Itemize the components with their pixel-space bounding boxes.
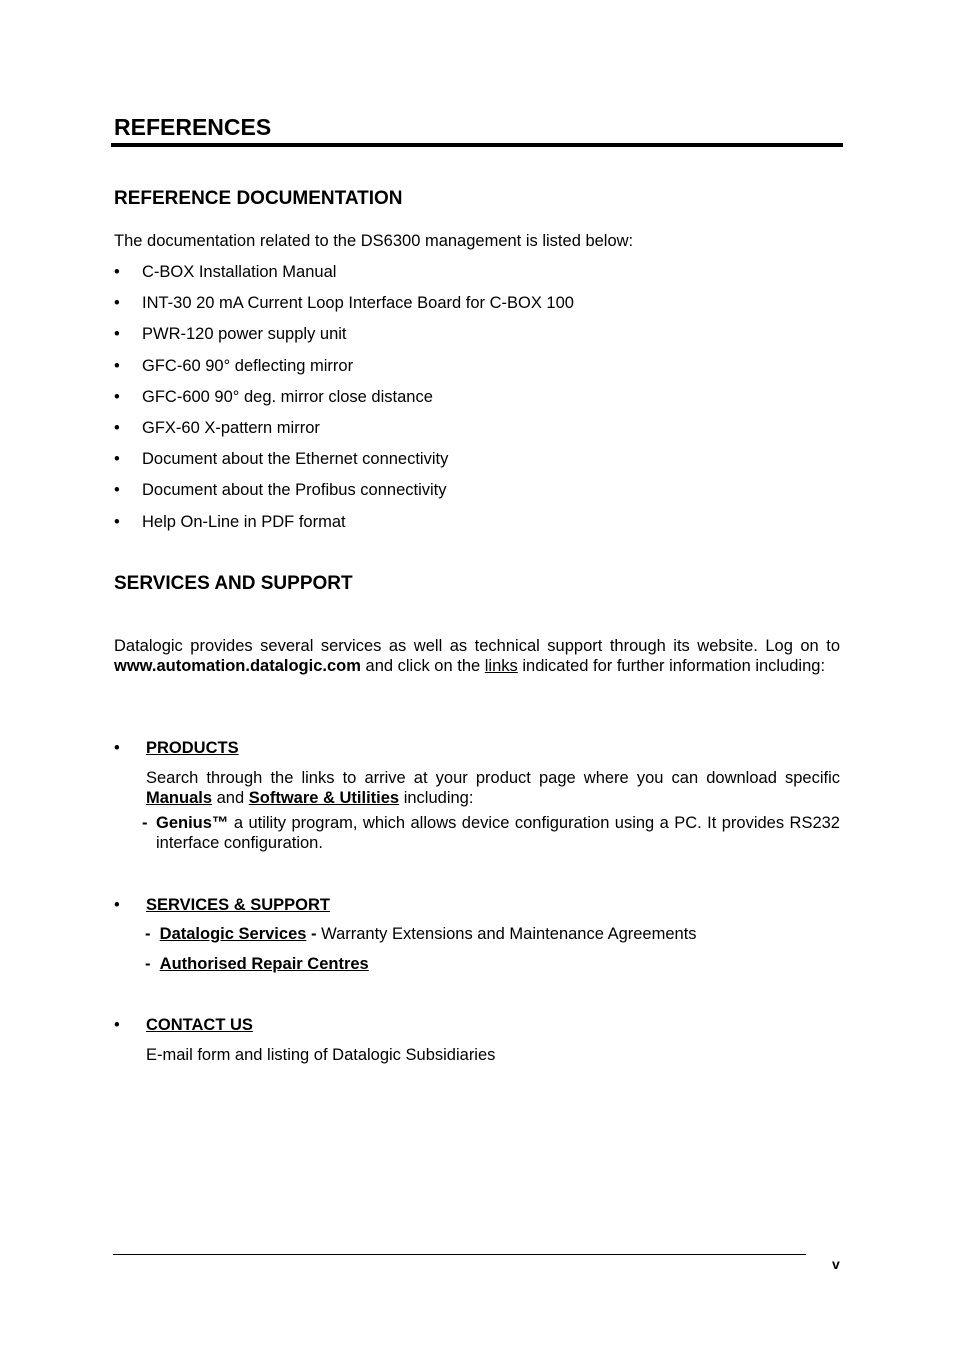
title-divider — [111, 143, 843, 147]
list-item-label: GFC-600 90° deg. mirror close distance — [142, 388, 433, 406]
contact-description: E-mail form and listing of Datalogic Subsidiaries — [146, 1046, 496, 1064]
links-text: links — [484, 657, 518, 675]
authorised-repair-centres-link[interactable]: Authorised Repair Centres — [159, 955, 369, 973]
bullet-icon: • — [114, 896, 120, 914]
datalogic-services-line: - Datalogic Services - Warranty Extensions and Maintenance Agreements — [145, 925, 697, 943]
bullet-icon: • — [114, 450, 120, 468]
list-item-label: PWR-120 power supply unit — [142, 325, 347, 343]
software-utilities-link[interactable]: Software & Utilities — [248, 789, 400, 807]
manuals-link[interactable]: Manuals — [146, 789, 213, 807]
bullet-icon: • — [114, 388, 120, 406]
genius-description: Genius™ a utility program, which allows device configuration using a PC. It provides RS232 interface configuration. — [156, 814, 840, 852]
list-item-label: C-BOX Installation Manual — [142, 263, 337, 281]
repair-centres-line: - Authorised Repair Centres — [145, 955, 369, 973]
services-support-heading: SERVICES AND SUPPORT — [114, 573, 353, 594]
list-item-label: Document about the Ethernet connectivity — [142, 450, 449, 468]
services-intro: Datalogic provides several services as well as technical support through its website. Log on to www.automation.datalogic.com and click on the links indicated for further information including: — [114, 637, 840, 675]
products-link[interactable]: PRODUCTS — [146, 739, 239, 757]
products-description: Search through the links to arrive at your product page where you can download specific Manuals and Software & Utilities including: — [146, 769, 840, 807]
services-support-link[interactable]: SERVICES & SUPPORT — [146, 896, 330, 914]
bullet-icon: • — [114, 325, 120, 343]
reference-documentation-heading: REFERENCE DOCUMENTATION — [114, 188, 403, 209]
list-item-label: Document about the Profibus connectivity — [142, 481, 447, 499]
bullet-icon: • — [114, 513, 120, 531]
bullet-icon: • — [114, 263, 120, 281]
bullet-icon: • — [114, 419, 120, 437]
list-item-label: Help On-Line in PDF format — [142, 513, 346, 531]
list-item-label: GFC-60 90° deflecting mirror — [142, 357, 354, 375]
website-address: www.automation.datalogic.com — [114, 657, 361, 675]
genius-dash: - — [142, 814, 148, 832]
genius-name: Genius™ — [156, 814, 229, 832]
list-item-label: GFX-60 X-pattern mirror — [142, 419, 320, 437]
list-item-label: INT-30 20 mA Current Loop Interface Board for C-BOX 100 — [142, 294, 574, 312]
page-title: REFERENCES — [114, 114, 272, 140]
reference-intro: The documentation related to the DS6300 management is listed below: — [114, 232, 634, 250]
bullet-icon: • — [114, 481, 120, 499]
footer-divider — [113, 1254, 806, 1255]
bullet-icon: • — [114, 1016, 120, 1034]
bullet-icon: • — [114, 294, 120, 312]
bullet-icon: • — [114, 739, 120, 757]
datalogic-services-link[interactable]: Datalogic Services — [159, 925, 307, 943]
contact-us-link[interactable]: CONTACT US — [146, 1016, 253, 1034]
page-number: v — [832, 1256, 840, 1272]
bullet-icon: • — [114, 357, 120, 375]
